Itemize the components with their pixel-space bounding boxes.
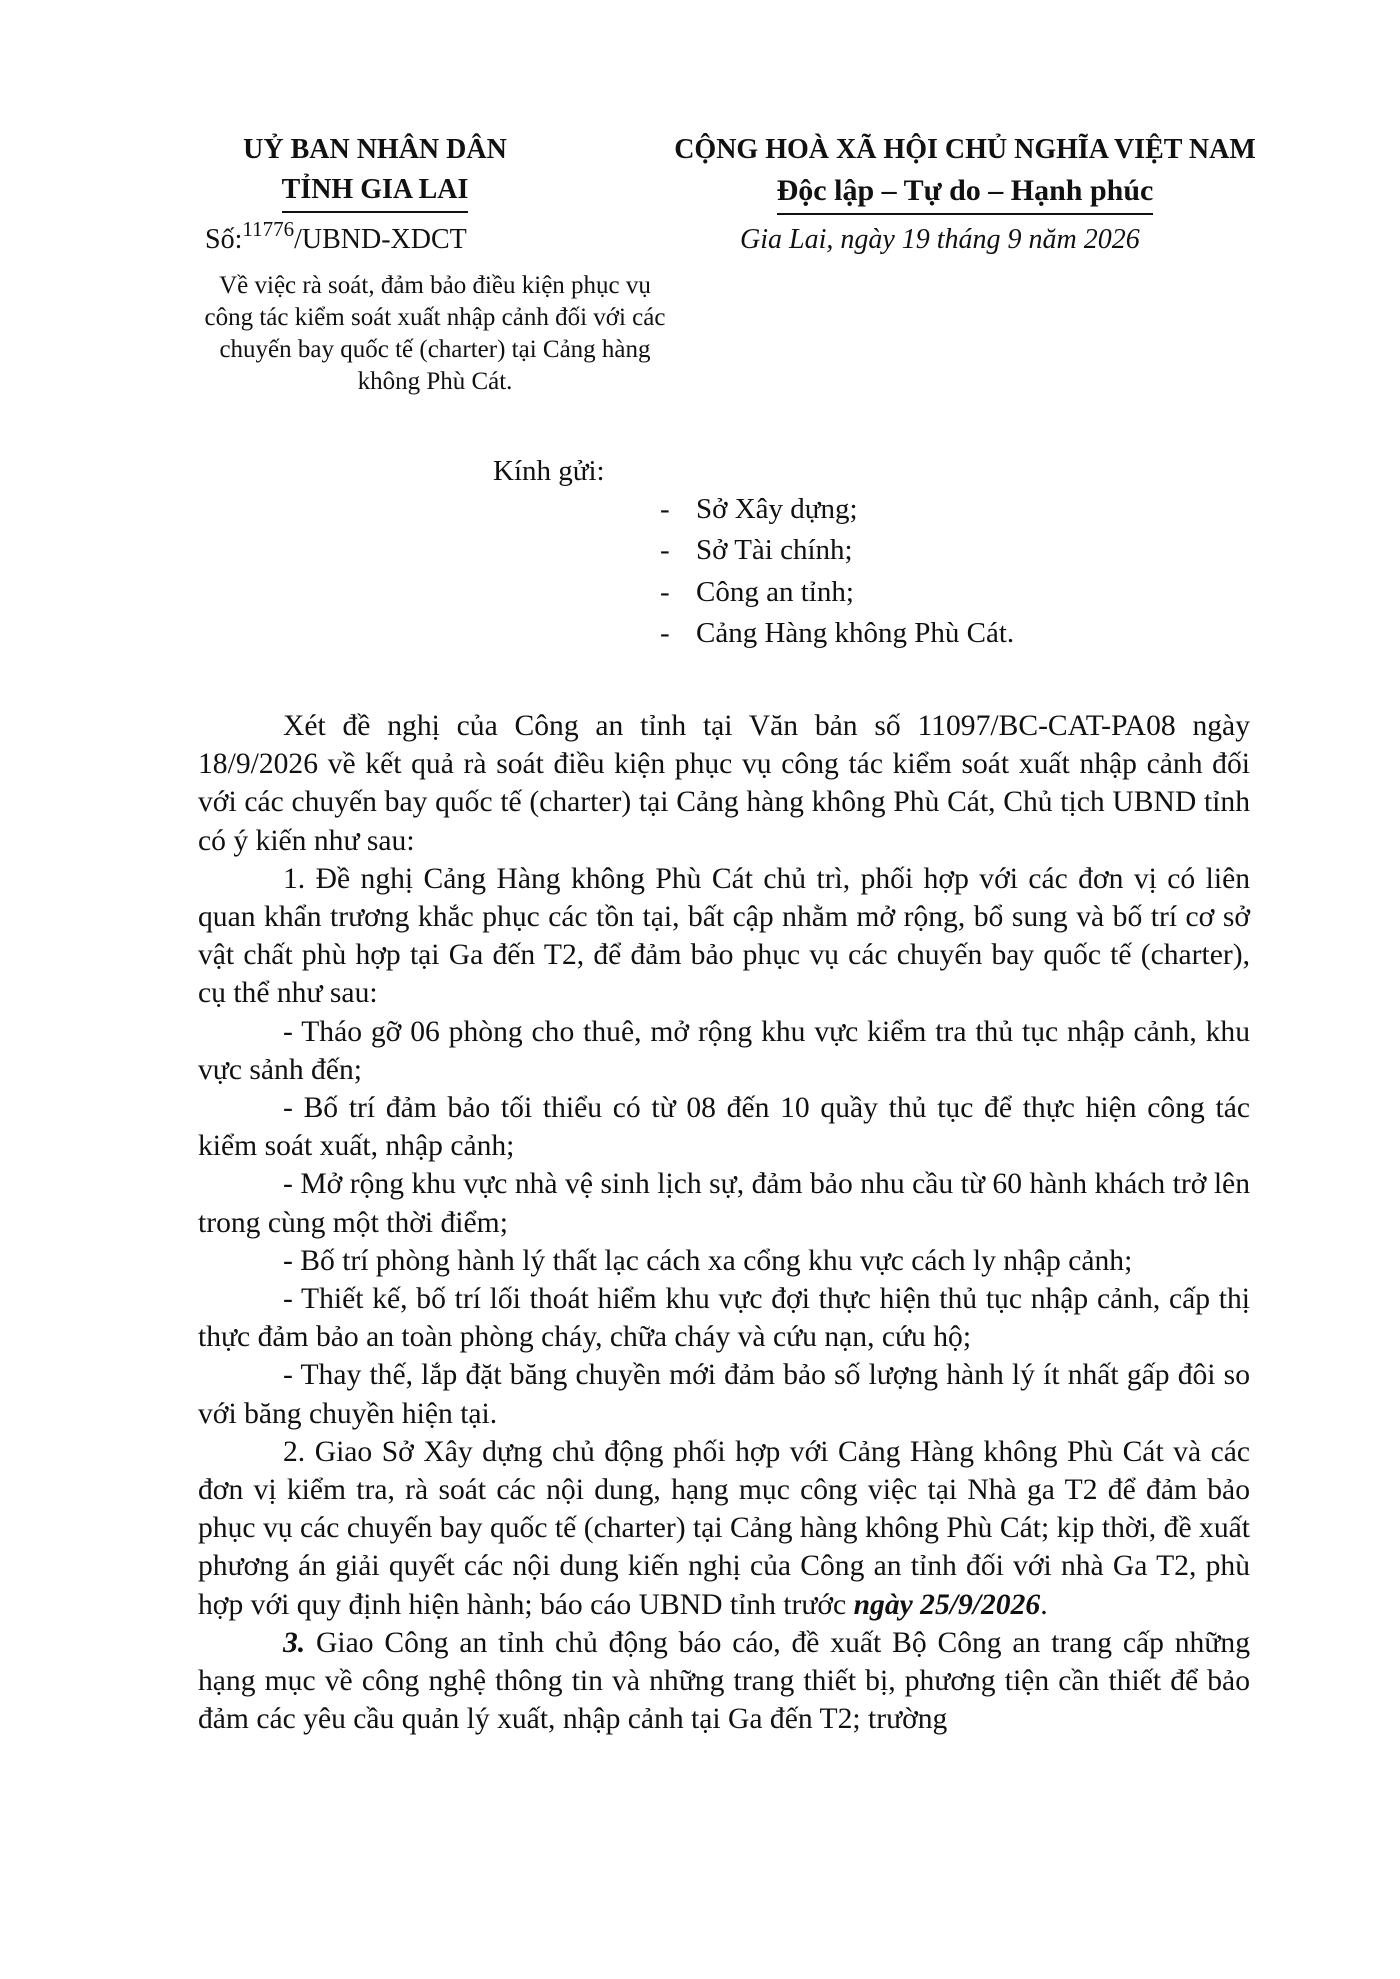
document-body xyxy=(198,705,1250,1738)
authority-line1: UỶ BAN NHÂN DÂN xyxy=(243,134,507,165)
authority-line2: TỈNH GIA LAI xyxy=(282,170,469,213)
bullet-item: - Bố trí đảm bảo tối thiểu có từ 08 đến 10 quầy thủ tục để thực hiện công tác kiểm soát xuất, nhập cảnh; xyxy=(198,1092,1250,1163)
document-number xyxy=(205,217,467,259)
national-motto: Độc lập – Tự do – Hạnh phúc xyxy=(777,170,1154,215)
bullet-item: - Mở rộng khu vực nhà vệ sinh lịch sự, đảm bảo nhu cầu từ 60 hành khách trở lên trong cùng một thời điểm; xyxy=(198,1168,1250,1239)
recipient-item: - Cảng Hàng không Phù Cát. xyxy=(660,616,1015,649)
bullet-item: - Thay thế, lắp đặt băng chuyền mới đảm bảo số lượng hành lý ít nhất gấp đôi so với băng chuyền hiện tại. xyxy=(198,1359,1250,1430)
bullet-item: - Bố trí phòng hành lý thất lạc cách xa cổng khu vực cách ly nhập cảnh; xyxy=(283,1244,1133,1277)
bullet-item: - Tháo gỡ 06 phòng cho thuê, mở rộng khu vực kiểm tra thủ tục nhập cảnh, khu vực sảnh đến; xyxy=(198,1015,1250,1086)
item1-paragraph: 1. Đề nghị Cảng Hàng không Phù Cát chủ trì, phối hợp với các đơn vị có liên quan khẩn trương khắc phục các tồn tại, bất cập nhằm mở rộng, bổ sung và bố trí cơ sở vật chất phù hợp tại Ga đến T2, để đảm bảo phục vụ các chuyến bay quốc tế (charter), cụ thể như sau: xyxy=(198,862,1250,1010)
doc-number-value: 11776 xyxy=(242,217,295,241)
deadline-date: ngày 25/9/2026 xyxy=(853,1588,1041,1621)
doc-number-prefix: Số: xyxy=(205,224,243,255)
nation-name: CỘNG HOÀ XÃ HỘI CHỦ NGHĨA VIỆT NAM xyxy=(674,134,1256,165)
item2-paragraph: 2. Giao Sở Xây dựng chủ động phối hợp với Cảng Hàng không Phù Cát và các đơn vị kiểm tra, rà soát các nội dung, hạng mục công việc tại Nhà ga T2 để đảm bảo phục vụ các chuyến bay quốc tế (charter) tại Cảng hàng không Phù Cát; kịp thời, đề xuất phương án giải quyết các nội dung kiến nghị của Công an tỉnh đối với nhà Ga T2, phù hợp với quy định hiện hành; báo cáo UBND tỉnh trước ngày 25/9/2026. xyxy=(198,1435,1250,1621)
recipient-item: - Sở Xây dựng; xyxy=(660,493,858,525)
place-date: Gia Lai, ngày 19 tháng 9 năm 2026 xyxy=(740,224,1140,255)
doc-number-suffix: /UBND-XDCT xyxy=(294,224,467,255)
item3-paragraph: 3. Giao Công an tỉnh chủ động báo cáo, đề xuất Bộ Công an trang cấp những hạng mục về công nghệ thông tin và những trang thiết bị, phương tiện cần thiết để bảo đảm các yêu cầu quản lý xuất, nhập cảnh tại Ga đến T2; trường xyxy=(198,1626,1250,1736)
recipient-list xyxy=(660,489,1014,654)
recipient-item: - Công an tỉnh; xyxy=(660,575,854,608)
item3-number: 3. xyxy=(283,1626,306,1659)
document-subject: Về việc rà soát, đảm bảo điều kiện phục vụ công tác kiểm soát xuất nhập cảnh đối với các chuyến bay quốc tế (charter) tại Cảng hàng không Phù Cát. xyxy=(204,272,666,395)
national-title xyxy=(660,130,1270,215)
intro-paragraph: Xét đề nghị của Công an tỉnh tại Văn bản số 11097/BC-CAT-PA08 ngày 18/9/2026 về kết quả rà soát điều kiện phục vụ công tác kiểm soát xuất nhập cảnh đối với các chuyến bay quốc tế (charter) tại Cảng hàng không Phù Cát, Chủ tịch UBND tỉnh có ý kiến như sau: xyxy=(198,710,1250,857)
issuing-authority xyxy=(180,130,570,213)
greeting: Kính gửi: xyxy=(493,455,605,487)
recipient-item: - Sở Tài chính; xyxy=(660,534,853,567)
bullet-item: - Thiết kế, bố trí lối thoát hiểm khu vực đợi thực hiện thủ tục nhập cảnh, cấp thị thực đảm bảo an toàn phòng cháy, chữa cháy và cứu nạn, cứu hộ; xyxy=(198,1283,1250,1354)
